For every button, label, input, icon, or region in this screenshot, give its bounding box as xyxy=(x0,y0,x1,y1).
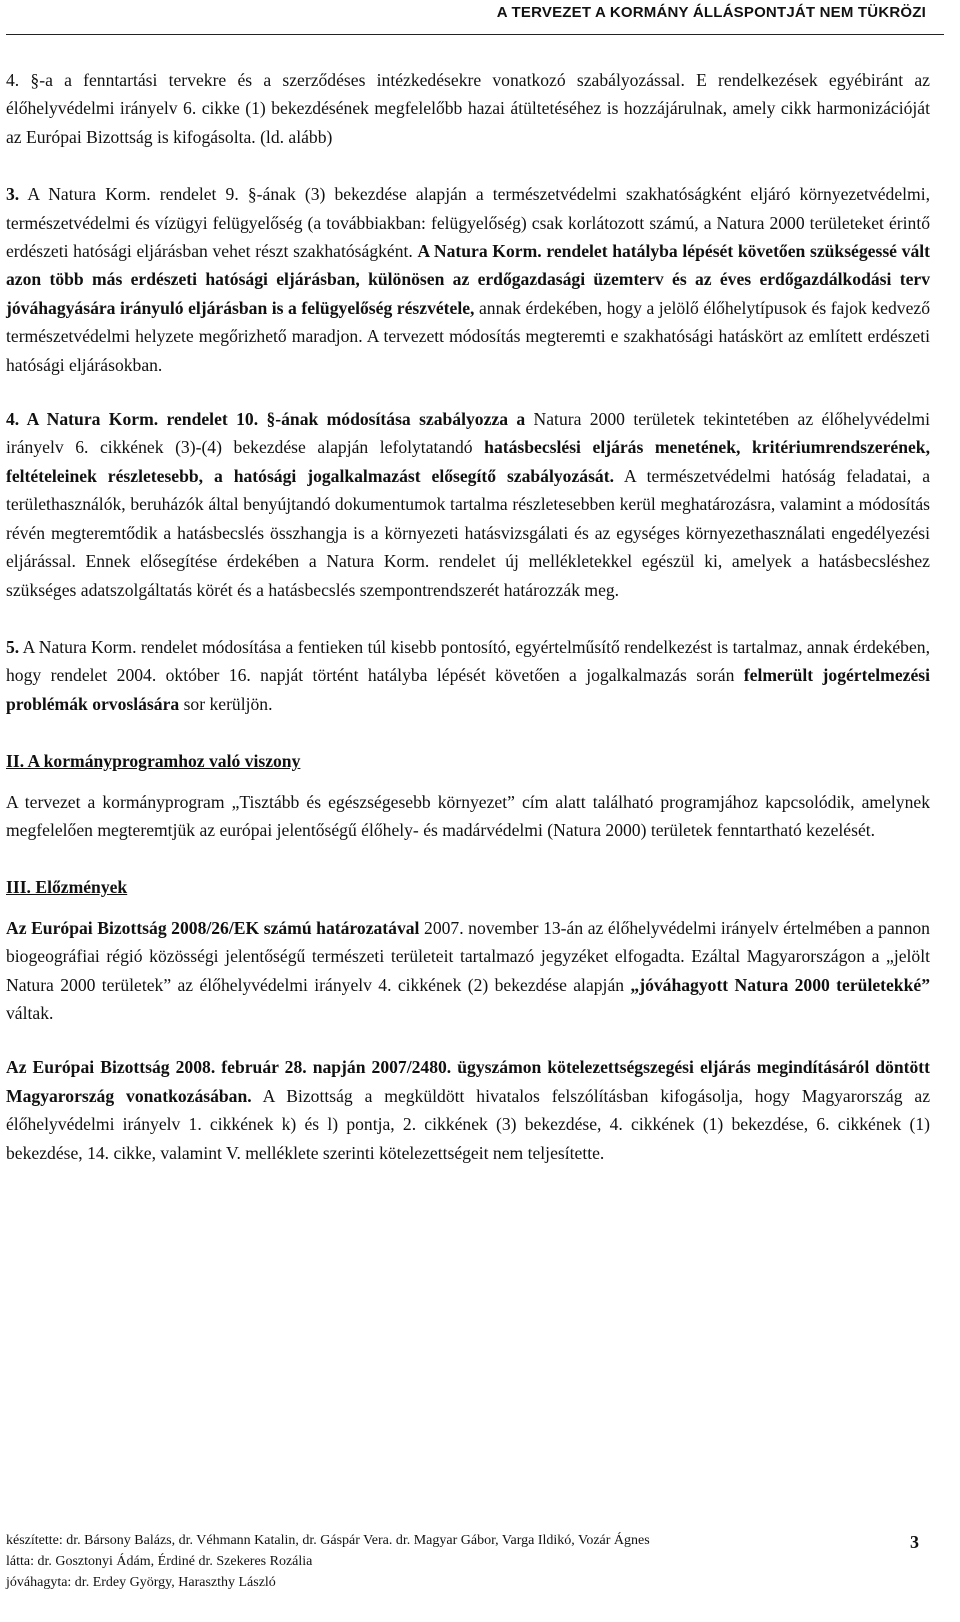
page-number: 3 xyxy=(910,1532,919,1552)
section-3-paragraph-1: Az Európai Bizottság 2008/26/EK számú határozatával 2007. november 13-án az élőhelyvédelmi irányelv értelmében a pannon biogeográfiai régió közösségi jelentőségű természeti területeit tartalmazó jegyzéket elfogadta. Ezáltal Magyarországon a „jelölt Natura 2000 területek” az élőhelyvédelmi irányelv 4. cikkének (2) bekezdése alapján „jóváhagyott Natura 2000 területekké” váltak. xyxy=(6,917,930,1023)
page-footer xyxy=(6,1530,906,1593)
document-body xyxy=(6,66,930,1196)
header-divider xyxy=(6,34,944,35)
paragraph-5: 5. A Natura Korm. rendelet módosítása a fentieken túl kisebb pontosító, egyértelműsítő rendelkezést is tartalmaz, annak érdekében, hogy rendelet 2004. október 16. napját történt hatályba lépését követően a jogalkalmazás során felmerült jogértelmezési problémák orvoslására sor kerüljön. xyxy=(6,636,930,714)
paragraph-3: 3. A Natura Korm. rendelet 9. §-ának (3) bekezdése alapján a természetvédelmi szakhatóságként eljáró környezetvédelmi, természetvédelmi és vízügyi felügyelőség (a továbbiakban: felügyelőség) csak korlátozott számú, a Natura 2000 területeket érintő erdészeti hatósági eljárásban vehet részt szakhatóságként. A Natura Korm. rendelet hatályba lépését követően szükségessé vált azon több más erdészeti hatósági eljárásban, különösen az erdőgazdasági üzemterv és az éves erdőgazdálkodási terv jóváhagyására irányuló eljárásban is a felügyelőség részvétele, annak érdekében, hogy a jelölő élőhelytípusok és fajok kedvező természetvédelmi helyzete megőrizhető maradjon. A tervezett módosítás megteremti e szakhatósági hatáskört az említett erdészeti hatósági eljárásokban. xyxy=(6,184,930,375)
paragraph-4-continuation: 4. §-a a fenntartási tervekre és a szerződéses intézkedésekre vonatkozó szabályozással. E rendelkezések egyébiránt az élőhelyvédelmi irányelv 6. cikke (1) bekezdésének megfelelőbb hazai átültetéséhez is hozzájárulnak, amely cikk harmonizációját az Európai Bizottság is kifogásolta. (ld. alább) xyxy=(6,70,930,147)
page-header: A TERVEZET A KORMÁNY ÁLLÁSPONTJÁT NEM TÜKRÖZI xyxy=(496,4,926,21)
footer-approvers: jóváhagyta: dr. Erdey György, Haraszthy László xyxy=(6,1575,276,1590)
footer-reviewers: látta: dr. Gosztonyi Ádám, Érdiné dr. Szekeres Rozália xyxy=(6,1554,313,1569)
section-2-text: A tervezet a kormányprogram „Tisztább és egészségesebb környezet” cím alatt található programjához kapcsolódik, amelynek megfelelően megteremtjük az európai jelentőségű élőhely- és madárvédelmi (Natura 2000) területek fenntartható kezelését. xyxy=(6,791,930,840)
section-2-heading: II. A kormányprogramhoz való viszony xyxy=(6,751,301,772)
paragraph-3-number: 3. xyxy=(6,184,20,205)
paragraph-4: 4. A Natura Korm. rendelet 10. §-ának módosítása szabályozza a Natura 2000 területek tekintetében az élőhelyvédelmi irányelv 6. cikkének (3)-(4) bekezdése alapján lefolytatandó hatásbecslési eljárás menetének, kritériumrendszerének, feltételeinek részletesebb, a hatósági jogalkalmazást elősegítő szabályozását. A természetvédelmi hatóság feladatai, a területhasználók, beruházók által benyújtandó dokumentumok tartalma részletesebben kerül meghatározásra, valamint a módosítás révén megteremtődik a hatásbecslés összhangja is a környezeti hatásvizsgálati és az egységes környezethasználati engedélyezési eljárással. Ennek elősegítése érdekében a Natura Korm. rendelet új mellékletekkel egészül ki, amelyek a hatásbecsléshez szükséges adatszolgáltatás körét és a hatásbecslés szempontrendszerét határozzák meg. xyxy=(6,409,930,600)
section-3-heading: III. Előzmények xyxy=(6,877,128,898)
paragraph-3-bold: A Natura Korm. rendelet hatályba lépését követően szükségessé vált azon több más erdészeti hatósági eljárásban, különösen az erdőgazdasági üzemterv és az éves erdőgazdálkodási terv jóváhagyására irányuló eljárásban is a felügyelőség részvétele, xyxy=(6,241,930,318)
section-3-paragraph-2: Az Európai Bizottság 2008. február 28. napján 2007/2480. ügyszámon kötelezettségszegési eljárás megindításáról döntött Magyarország vonatkozásában. A Bizottság a megküldött hivatalos felszólításban kifogásolja, hogy Magyarország az élőhelyvédelmi irányelv 1. cikkének k) és l) pontja, 2. cikkének (3) bekezdése, 4. cikkének (1) bekezdése, 6. cikkének (1) bekezdése, 14. cikke, valamint V. melléklete szerinti kötelezettségeit nem teljesítette. xyxy=(6,1057,931,1163)
footer-authors: készítette: dr. Bársony Balázs, dr. Véhmann Katalin, dr. Gáspár Vera. dr. Magyar Gábor, Varga Ildikó, Vozár Ágnes xyxy=(6,1533,650,1548)
